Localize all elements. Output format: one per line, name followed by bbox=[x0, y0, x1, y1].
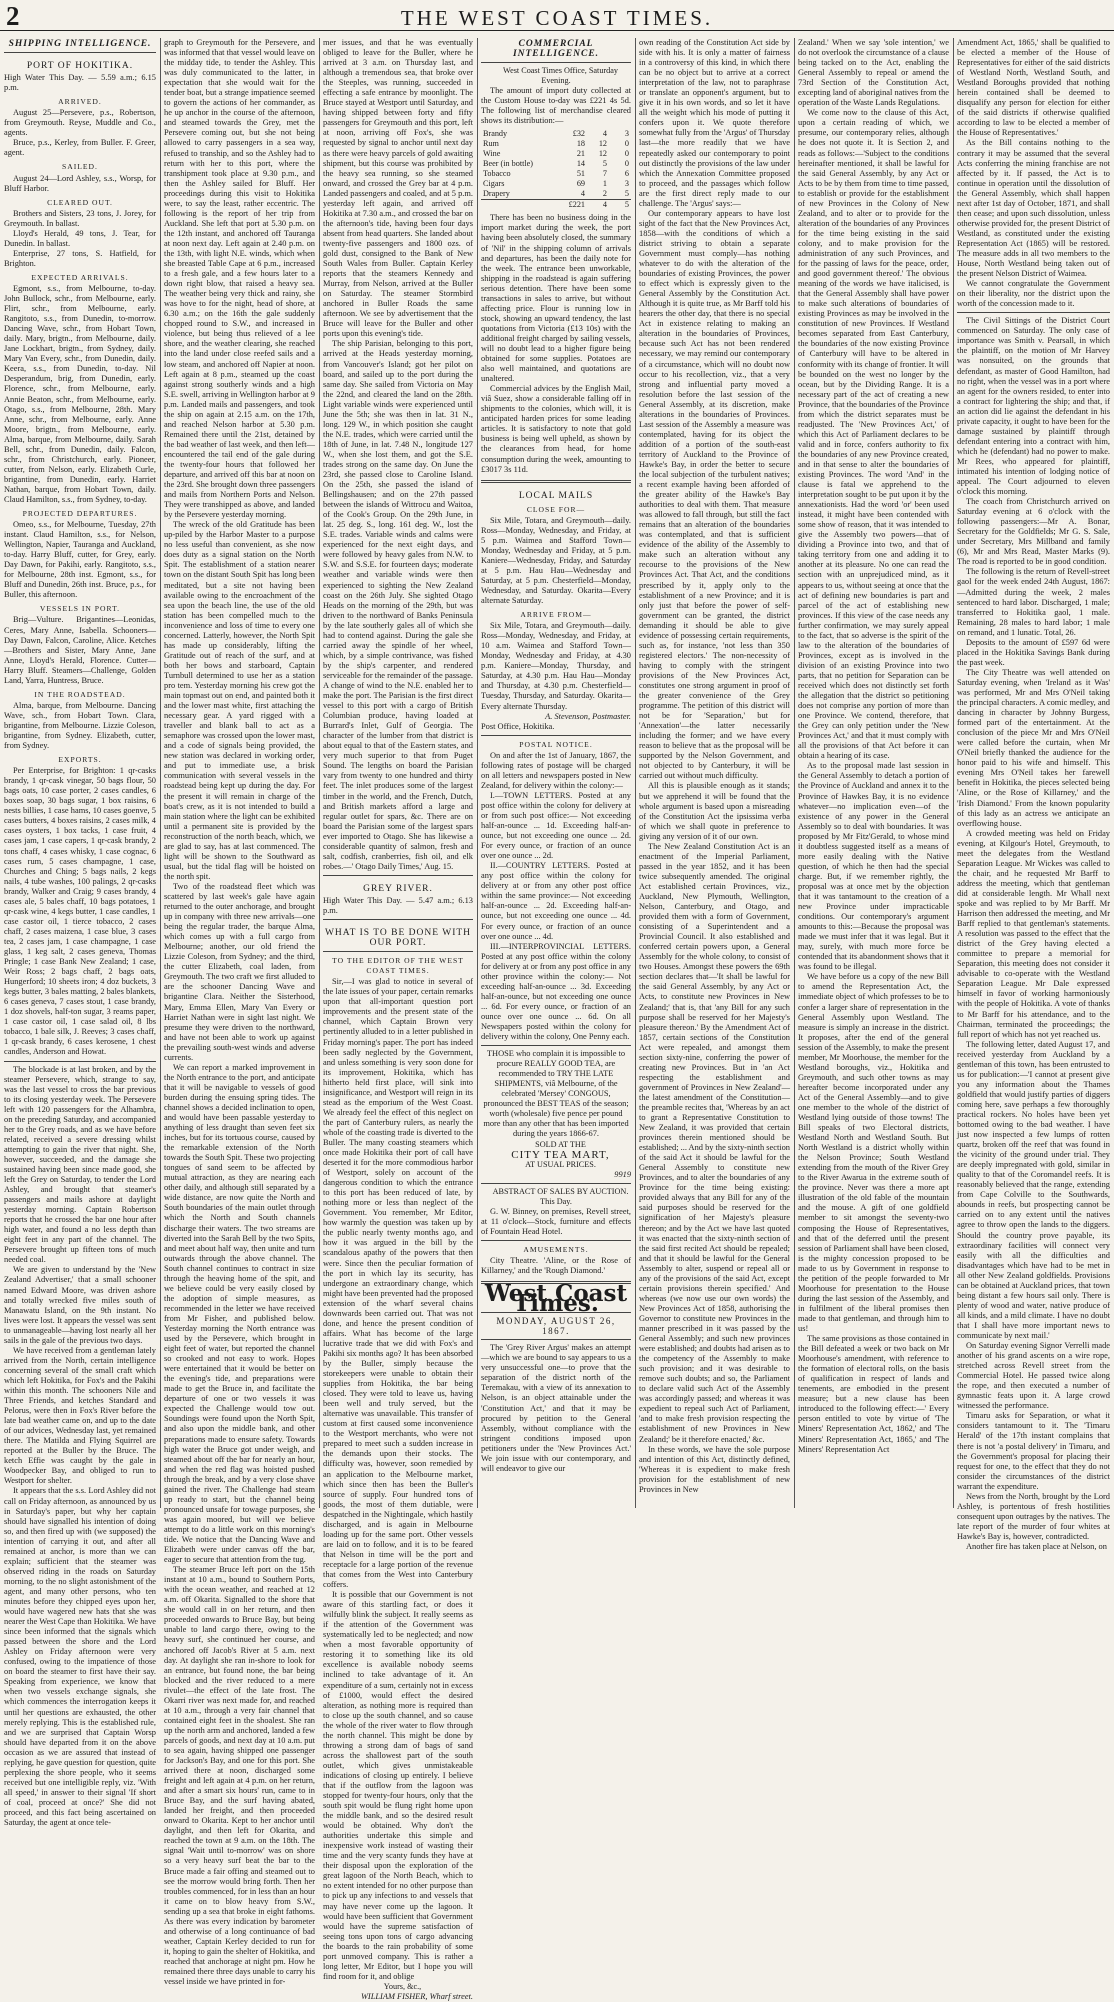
import-duty-amount: 5 bbox=[602, 159, 607, 169]
article-paragraph: Two of the roadstead fleet which was scattered by last week's gale have again returned to the outer anchorage, and brought up in company with three new arrivals—one being the regular trader, the barque Alma, which comes up with a full cargo from Melbourne; another, our old friend the Lizzie Coleson, from Sydney; and the third, the cutter Elizabeth, coal laden, from Greymouth. The two craft we first alluded to are the schooner Dancing Wave and brigantine Clara. Neither the Sisterhood, Mary, Emma Ellen, Mary Van Every or Harriet Nathan were in sight last night. We presume they were driven to the northward, and have not been able to work up against the prevailing south-west winds and adverse currents. bbox=[164, 881, 315, 1062]
article-paragraph: graph to Greymouth for the Persevere, and was informed that that vessel would leave on the midday tide, to tender the Ashley. This was duly communicated to the latter, in expectation that she would wait for the tender boat, but a strange impatience seemed to govern the actions of her commander, as he up anchor in the course of the afternoon, and steamed towards the Grey, met the Persevere coming out, but she not being allowed to carry passengers in a sea way, refused to tranship, and so the Ashley had to return with her to this port, where the transhipment took place at 9.30 p.m., and then the Ashley sailed for Bluff. Her proceedings during this visit to Hokitika were, to say the least, rather eccentric. The following is the report of her trip from Auckland. She left that port at 5.30 p.m. on the 12th instant, and anchored off Tauranga at noon next day. Left again at 2.40 p.m. on the 13th, with light N.E. winds, which when she breasted Table Cape at 6 p.m., increased to a fresh gale, and a few hours later to a down right blow, that raised a heavy sea. The weather being very thick and rainy, she was hove to for the night, head of shore, at 6.30 a.m.; on the 16th the gale suddenly chopped round to S.W., and increased in violence, but being thus relieved of a lee shore, and the weather clearing, she reached into the land under close reefed sails and a low steam, and anchored off Napier at noon. Left again at 8 p.m., steamed up the coast against strong southerly winds and a high S.E. swell, arriving in Wellington harbor at 9 p.m. Landed mails and passengers, and took the ship on again at 2.15 a.m. on the 17th, and reached Nelson harbor at 5.30 p.m. Remained there until the 21st, detained by the bad weather of last week, and then left—encountered the tail end of the gale during the twenty-four hours that followed her departure, and arrived off this bar at noon on the 23rd. She brought down three passengers and mails from Northern Ports and Nelson. They were transhipped as above, and landed by the Persevere yesterday morning. bbox=[164, 38, 315, 520]
tea-ad-prices: AT USUAL PRICES. bbox=[525, 1159, 596, 1169]
import-duty-amount: 18 bbox=[576, 139, 585, 149]
port-heading: PORT OF HOKITIKA. bbox=[26, 61, 134, 72]
expected-heading: EXPECTED ARRIVALS. bbox=[31, 272, 129, 282]
import-duty-amount: 4 bbox=[602, 129, 607, 139]
import-duty-table bbox=[481, 129, 631, 210]
masthead bbox=[0, 0, 1114, 31]
import-duty-row bbox=[481, 129, 631, 139]
arrival-entry: August 25—Persevere, p.s., Robertson, from Greymouth. Reyse, Muddle and Co., agents. bbox=[4, 108, 156, 138]
leader-paragraph: The 'Grey River Argus' makes an attempt—which we are bound to say appears to us a very unsuccessful one—to prove that the separation of the district north of the Teremakau, with a view of its annexation to Nelson, is an object attainable under the 'Constitution Act,' and that it may be procured by petition to the General Assembly, without compliance with the stringent conditions imposed upon petitioners under the 'New Provinces Act.' We join issue with our contemporary, and will endeavor to give our bbox=[481, 1343, 631, 1473]
postal-paragraph: II.—COUNTRY LETTERS. Posted at any post office within the colony for delivery at or from any other post office within the same province:— Not exceeding half-an-ounce ... 2d. Exceeding half-an-ounce, but not exceeding one ounce ... 4d. For every ounce, or fraction of an ounce over one ounce ... 4d. bbox=[481, 861, 631, 941]
import-duty-row bbox=[481, 159, 631, 169]
import-duty-amount: 12 bbox=[598, 149, 607, 159]
article-paragraph: mer issues, and that he was eventually obliged to leave for the Buller, where he arrived at 3 a.m. on Thursday last, and although a tremendous sea, that broke over the Steeples, was running, succeeded in effecting a safe entrance by moonlight. The Bruce stayed at Westport until Saturday, and having shipped between forty and fifty passengers for Greymouth and this port, left at noon, arriving off Fox's, she was requested by signal to anchor until next day as there were heavy parcels of gold awaiting shipment, but this course was prohibited by the heavy sea running, so she steamed onward, and crossed the Grey bar at 4 p.m. Landed passengers and coaled, and at 5 p.m. yesterday left again, and arrived off Hokitika at 7.30 a.m., and crossed the bar on the afternoon's tide, having been four days absent from head quarters. She landed about twenty-five passengers and 1800 ozs. of gold dust, consigned to the Bank of New South Wales from Buller. Captain Kerley reports that the steamers Kennedy and Murray, from Nelson, arrived at the Buller on Saturday. The steamer Stormbird anchored in Buller Roads the same afternoon. We see by advertisement that the Bruce will leave for the Buller and other ports upon this evening's tide. bbox=[323, 38, 473, 339]
article-paragraph: The following letter, dated August 17, and received yesterday from Auckland by a gentleman of this town, has been entrusted to us for publication:—'I cannot at present give you any information about the Thames goldfield that would justify parties of diggers coming here, save perhaps a few thoroughly practical rockers. No holes have been yet bottomed owing to the bad weather. I have just now inspected a few lumps of rotten quartz, broken off the reef that was found in the vicinity of the ground under trial. They are deeply impregnated with gold, similar in quality to that of the Coromandel reefs. It is reasonably believed that the range, extending from Cape Colville to the Southwards, abounds in reefs, but prospecting cannot be carried on to any extent until the natives agree to throw open the lands to the diggers. Should the country prove payable, its extraordinary facilities will connect very easily with all the difficulties and disadvantages which have had to be met in all other New Zealand goldfields. Provisions can be obtained at Auckland prices, that town being distant a few hours sail only. There is plenty of wood and water, native produce of all kinds, and a mild climate. I have no doubt that I shall have more important news to communicate by next mail.' bbox=[957, 1039, 1110, 1340]
leader-paragraph: Zealand.' When we say 'sole intention,' we do not overlook the circumstance of a clause being tacked on to the Act, enabling the General Assembly to repeal or amend the 73rd Section of the Constitution Act, excepting land of aboriginal natives from the operation of the Waste Lands Regulations. bbox=[798, 38, 949, 108]
article-paragraph: We have received from a gentleman lately arrived from the North, certain intelligence concerning several of the small craft which which left Hokitika, for Fox's and the Pakihi within this month. The schooners Nile and Three Friends, and ketches Standard and Pelorus, were then in Fox's River before the late bad weather came on, and up to the date of our advices, Wednesday last, yet remained there. The Matilda and Flying Squirrel are reported at the Buller by the Bruce. The ketch Effie was caught by the gale in Woodpecker Bay, and obliged to run to Westport for shelter. bbox=[4, 1345, 156, 1486]
vessels-list: Brig—Vulture. Brigantines—Leonidas, Ceres, Mary Anne, Isabella. Schooners—Day Dawn, Falcon, Caroline, Alice. Ketches—Brothers and Sister, Mary Anne, Jane Anne, Lloyd's Herald, Florence. Cutter—Harry Bluff. Steamers—Challenge, Golden Land, Yarra, Huntress, Bruce. bbox=[4, 615, 156, 685]
import-duty-item: Rum bbox=[483, 139, 499, 149]
article-paragraph: We can report a marked improvement in the North entrance to the port, and anticipate that it will be navigable to vessels of good burden during the ensuing spring tides. The channel shows a decided inclination to open, and would have been passable yesterday to anything of less draught than seven feet six inches, but for its tortuous course, caused by the remarkable extension of the North towards the South Spit. These two projecting tongues of sand seem to be affected by mutual attraction, as they are nearing each other daily, and although still separated by a wide distance, are now quite the North and South boundaries of the main outlet through which the North and South channels discharge their waters. The two streams are diverted into the Sarah Bell by the two Spits, and meet about half way, then unite and turn outwards through the above channel. The South channel continues to contract in size through the heaving home of the spit, and we believe could be very easily closed by the adoption of simple measures, as recommended in the letter we have received from Mr Fisher, and published below. Yesterday morning the North entrance was used by the Persevere, which brought in eight feet of water, but reported the channel so crooked and not easy to work. Hopes were entertained that it would be better on the evening's tide, and preparations were made to get the Bruce in, and facilitate the departure of one or two vessels it was expected the Challenge would tow out. Soundings were found upon the North Spit, and also upon the middle bank, and other preparations made to ensure safety. Towards high water the Bruce got under weigh, and steamed about off the bar for nearly an hour, and when the red flag was hoisted pushed through the break, and by a very close shave gained the river. The Challenge had steam up ready to start, but the channel being pronounced unsafe for towage purposes, she was again moored, but will we believe attempt to do a little work on this morning's tide. We notice that the Dancing Wave and Elizabeth were under canvas off the bar, eager to secure that attention from the tug. bbox=[164, 1062, 315, 1565]
cleared-heading: CLEARED OUT. bbox=[47, 197, 113, 207]
leader-paragraph: The New Zealand Constitution Act is an enactment of the Imperial Parliament, passed in the year 1852, and it has been twice subsequently amended. The original Act established certain Provinces, viz., Auckland, New Plymouth, Wellington, Nelson, Canterbury, and Otago, and provided them with a form of Government, consisting of a Superintendent and a Provincial Council. It also established and conferred certain powers upon, a General Assembly for the whole colony, to consist of two Houses. Amongst these powers the 69th section declares that—'It shall be lawful for the said General Assembly, by any Act or Acts, to constitute new Provinces in New Zealand;' that is, that 'any Bill for any such purpose shall be reserved for her Majesty's pleasure thereon.' By the Amendment Act of 1857, certain sections of the Constitution Act were repealed, and amongst them section sixty-nine, conferring the power of creating new Provinces. But in 'an Act respecting the establishment and government of Provinces in New Zealand'—the latest amendment of the Constitution—the preamble recites that, 'Whereas by an act to grant a Representative Constitution to New Zealand, it was provided that certain provinces therein mentioned should be established; ... And by the sixty-ninth section of the said Act it should be lawful for the General Assembly to constitute new Provinces, and to alter the boundaries of any Province for the time being existing: provided always that any Bill for any of the said purposes should be reserved for the signification of her Majesty's pleasure thereon; and by the Act we have last quoted it was enacted that the sixty-ninth section of the said first recited Act should be repealed; and that it should be lawful for the General Assembly to alter, suspend or repeal all or any of the provisions of the said Act, except certain provisions therein specified.' And whereas (we now use our own words) the New Provinces Act of 1858, authorising the Governor to constitute new Provinces in the manner prescribed in it was passed by the General Assembly; and such new provinces were established; and doubts had arisen as to the competency of the Assembly to make such provision; and it was desirable to remove such doubts; and so, the Parliament to declare valid such Act of the Assembly was accordingly passed; and whereas it was expedient to repeal such Act of Parliament, 'and to make fresh provision respecting the establishment of new Provinces in New Zealand;' be it therefore enacted,' &c. bbox=[639, 841, 790, 1444]
leader-paragraph: In these words, we have the sole purpose and intention of this Act, distinctly defined, 'Whereas it is expedient to make fresh provision for the establishment of new Provinces in New bbox=[639, 1444, 790, 1494]
import-duty-row bbox=[481, 139, 631, 149]
grey-river-heading: GREY RIVER. bbox=[363, 883, 433, 894]
import-duty-item: Brandy bbox=[483, 129, 508, 139]
article-paragraph: Deposits to the amount of £597 6d were placed in the Hokitika Savings Bank during the past week. bbox=[957, 637, 1110, 667]
mails-arrive-heading: ARRIVE FROM— bbox=[520, 610, 592, 620]
article-paragraph: The Civil Sittings of the District Court commenced on Saturday. The only case of importance was Smith v. Pearsall, in which the plaintiff, on the motion of Mr Harvey was nonsuited, on the grounds that defendant, as master of Good Hamilton, had no right, when the vessel was in a port where an agent for the owners resided, to enter into a contract for lightering the ship; and that, if an action did lie against the defendant in his private capacity, it ought to have been for the damage sustained by plaintiff through defendant entering into a contract with him, which he (defendant) had no power to make. Mr Rees, who appeared for plaintiff, intimated his intention of lodging notice of appeal. The Court adjourned to eleven o'clock this morning. bbox=[957, 316, 1110, 497]
column-rule bbox=[160, 38, 161, 1508]
import-duty-item: Tobacco bbox=[483, 169, 511, 179]
article-paragraph: The blockade is at last broken, and by the steamer Persevere, which, strange to say, was the last vessel to cross the bar previous to its closing yesterday week. The Persevere left with 120 passengers for the Alhambra, on the preceding Saturday, and accompanied her to the Grey roads, and as we have before related, received a severe dressing whilst attempting to gain the river that night. She, however, succeeded, and the damage she sustained having been since made good, she left the Grey on Saturday, to tender the Lord Ashley, and brought that steamer's passengers and mails ashore at daylight yesterday morning. Captain Robertson reports that he crossed the bar one hour after high water, and found a no less depth than eight feet in any part of the channel. The Persevere brought up fifteen tons of much needed coal. bbox=[4, 1064, 156, 1265]
column-rule bbox=[635, 38, 636, 1508]
tea-advertisement bbox=[481, 1049, 631, 1180]
import-duty-amount: 0 bbox=[624, 139, 629, 149]
letter-signature: WILLIAM FISHER, Wharf street. bbox=[360, 1991, 473, 2001]
article-paragraph: Amendment Act, 1865,' shall be qualified to be elected a member of the House of Representatives for either of the said districts of Westland North, Westland South, and Westland Boroughs provided that nothing herein contained shall be deemed to disqualify any person for election for either of the said districts if otherwise qualified according to law to be elected a member of the House of Representatives.' bbox=[957, 38, 1110, 138]
import-duty-item: Drapery bbox=[483, 189, 510, 199]
tide-line: High Water This Day. — 5.47 a.m.; 6.13 p.m. bbox=[323, 895, 473, 915]
newspaper-title: THE WEST COAST TIMES. bbox=[400, 6, 714, 30]
article-paragraph: We cannot congratulate the Government on their liberality, nor the district upon the worth of the concession made to it. bbox=[957, 279, 1110, 309]
column-shipping bbox=[4, 38, 156, 1828]
letter-heading: WHAT IS TO BE DONE WITH OUR PORT. bbox=[324, 928, 472, 949]
column-news-7 bbox=[957, 38, 1110, 1551]
post-office-line: Post Office, Hokitika. bbox=[481, 721, 555, 731]
article-paragraph: The City Theatre was well attended on Saturday evening, when 'Ireland as it Was' was performed, Mr and Mrs O'Neil taking the principal characters. A comic medley, and dancing in character by Johnny Burgess, formed part of the entertainment. At the conclusion of the piece Mr and Mrs O'Neil were called before the curtain, when Mr O'Neil briefly thanked the audience for the honor paid to his wife and himself. This evening Mrs O'Neil takes her farewell benefit in Hokitika, the pieces selected being 'Aline, or the Rose of Killarney,' and the 'Irish Diamond.' From the known popularity of this lady as an actress we anticipate an overflowing house. bbox=[957, 667, 1110, 828]
import-duty-item: Cigars bbox=[483, 179, 505, 189]
column-news-3 bbox=[323, 38, 473, 2001]
postal-paragraph: On and after the 1st of January, 1867, the following rates of postage will be charged on all letters and newspapers posted in New Zealand, for delivery within the colony:— bbox=[481, 750, 631, 790]
article-paragraph: We are given to understand by the 'New Zealand Advertiser,' that a small schooner named Edward Moore, was driven ashore and totally wrecked five miles south of Manawatu Island, on the 9th instant. No lives were lost. It appears the vessel was sent to unmanageable—having lost nearly all her sails in the gale of the previous two days. bbox=[4, 1265, 156, 1345]
article-paragraph: The coach from Christchurch arrived on Saturday evening at 6 o'clock with the following passengers:—Mr A. Bonar, Secretary for the Goldfields; Mr G. S. Sale, under Secretary, Mrs Millband and family (6), Mr and Mrs Read, Master Marks (9). The road is reported to be in good condition. bbox=[957, 497, 1110, 567]
column-leader-3 bbox=[798, 38, 949, 1508]
cleared-entry: Lloyd's Herald, 49 tons, J. Tear, for Dunedin. In ballast. bbox=[4, 228, 156, 248]
article-paragraph: Timaru asks for Separation, or what it considers tantamount to it. The 'Timaru Herald' of the 17th instant complains that there is not 'a postal delivery' in Timaru, and the Government's proposal for placing their request for one, to the effect that they do not consider the circumstances of the district warrant the expenditure. bbox=[957, 1411, 1110, 1491]
column-rule bbox=[953, 38, 954, 1508]
letter-closing: Yours, &c., bbox=[383, 1981, 422, 1991]
leader-paragraph: We have before us a copy of the new Bill to amend the Representation Act, the immediate object of which professes to be to confer a larger share of representation in the General Assembly upon Westland. The measure is simply an increase in the district. It proposes, after the end of the general session of the Assembly, to make the present member, Mr Moorhouse, the member for the Westland boroughs, viz., Hokitika and Greymouth, and such other towns as may hereafter become incorporated under any Act of the General Assembly—and to give one member to the whole of the district of Westland lying outside of those towns! The Bill speaks of two Electoral districts, Westland North and Westland South. But North Westland is a district wholly within the Nelson Province; South Westland extending from the mouth of the River Grey to the River Awarua in the extreme south of the province. Never was there a more apt illustration of the old fable of the mountain and the mouse. A gift of one goldfield member to sit amongst the seventy-two composing the House of Representatives, and that of the deferred until the present session of Parliament shall have been closed, is the mighty concession proposed to be made to us by Government in response to the petition of the people forwarded to Mr Moorhouse for presentation to the House during the last session of the Assembly, and in fulfilment of the liberal promises then made to that gentleman, and through him to us! bbox=[798, 972, 949, 1333]
article-paragraph: As the Bill contains nothing to the contrary it may be assumed that the several Acts conferring the mining franchise are not affected by it. If passed, the Act is to continue in operation until the dissolution of the General Assembly, which shall happen next after 1st day of October, 1871, and shall then cease; and upon such dissolution, unless otherwise provided for, the present District of Westland, as constituted under the existing Representation Act (1865) will be restored. The measure adds in all two members to the House, North Westland being taken out of the present Nelson District of Waimea. bbox=[957, 138, 1110, 279]
expected-list: Egmont, s.s., from Melbourne, to-day. John Bullock, schr., from Melbourne, early. Flirt, schr., from Melbourne, early. Rangitoto, s.s., from Dunedin, to-morrow. Dancing Wave, schr., from Hobart Town, daily. Mary, brigtn., from Melbourne, daily. Jane Lockhart, brigtn., from Sydney, daily. Mary Van Every, schr., from Dunedin, daily. Keera, s.s., from Dunedin, to-day. Nil Desperandum, brig, from Dunedin, early. Florence, schr., from Melbourne, early. Annie Beaton, schr., from Melbourne, early. Otago, s.s., from Melbourne, 28th. Mary Anne, schr., from Melbourne, early. Anne Moore, brigtn., from Melbourne, early. Alma, barque, from Melbourne, daily. Sarah Bell, schr., from Dunedin, daily. Falcon, schr., from Christchurch, early. Pioneer, cutter, from Nelson, early. Elizabeth Curle, brigantine, from Dunedin, early. Harriet Nathan, barque, from Hobart Town, daily. Claud Hamilton, s.s., from Sydney, to-day. bbox=[4, 283, 156, 504]
import-duty-item: Beer (in bottle) bbox=[483, 159, 534, 169]
import-duty-row bbox=[481, 189, 631, 200]
projected-list: Omeo, s.s., for Melbourne, Tuesday, 27th instant. Claud Hamilton, s.s., for Nelson, Wellington, Napier, Tauranga and Auckland, to-day. Harry Bluff, cutter, for Grey, early. Day Dawn, for Pakihi, early. Rangitoto, s.s., for Melbourne, 28th inst. Egmont, s.s., for Bluff and Dunedin, 26th inst. Bruce, p.s., for Buller, this afternoon. bbox=[4, 520, 156, 600]
import-duty-amount: 1 bbox=[602, 179, 607, 189]
import-duty-amount: 5 bbox=[624, 189, 629, 199]
office-line: West Coast Times Office, Saturday Evening. bbox=[503, 66, 618, 86]
cleared-entry: Enterprise, 27 tons, S. Hatfield, for Brighton. bbox=[4, 248, 156, 268]
leader-paragraph: own reading of the Constitution Act side by side with his. It is only a matter of fairness in a controversy of this kind, in which there can be no object but to arrive at a correct interpretation of the law, not to paraphrase or translate an opponent's argument, but to give it in his own words, and so let it have all the weight which his mode of putting it confers upon it. We quote therefore somewhat fully from the 'Argus' of Thursday last—the more readily that we have repeatedly asked our contemporary to point out distinctly the provisions of the law under which the Annexation Committee proposed to proceed, and the passages which follow are the first direct reply made to our challenge. The 'Argus' says:— bbox=[639, 38, 790, 208]
article-paragraph: The ship Parisian, belonging to this port, arrived at the Heads yesterday morning, from Vancouver's Island; got her pilot on board, and sailed up to the port during the same day. She sailed from Victoria on May the 22nd, and cleared the land on the 28th. Light variable winds were experienced until June the 5th; she was then in lat. 31 N., long. 129 W., in which position she caught the N.E. trades, which were carried until the 18th of June, in lat. 7.48 N., longitude 127 W., when she lost them, and got the S.E. trades strong on the same day. On June the 23rd, she passed close to Caroline Island. On the 25th, she passed the island of Bellingshausen; and on the 27th passed between the islands of Wittrocu and Waitoa, of the Cook's Group. On the 29th June, in lat. 25 deg. S., long. 161 deg. W., lost the S.E. trades. Variable winds and calms were experienced for the next eight days, and were followed by heavy gales from N.W. to S.W. and S.S.E. for fourteen days; moderate weather and variable winds were then experienced to sighting the New Zealand coast on the 26th July. She sighted Otago Heads on the morning of the 29th, but was driven to the northward of Banks Peninsula by the late southerly gales all of which she had to contend against. During the gale she carried away the spindle of her wheel, which, by a simple contrivance, was fished by the ship's carpenter, and rendered serviceable for the remainder of the passage. A change of wind to the N.E. enabled her to make the port. The Parisian is the first direct vessel to this port with a cargo of British Columbian produce, having loaded at Burrard's Inlet, Gulf of Georgia. The character of the lumber from that district is about equal to that of the Eastern states, and very much superior to that from Puget Sound. The lengths on board the Parisian vary from twenty to one hundred and thirty feet. The inlet produces some of the largest timber in the world, and the French, Dutch, and British markets afford a large and regular outlet for spars, &c. There are on board the Parisian some of the largest spars ever imported to Otago. She has likewise a considerable quantity of salmon, fresh and salt, codfish, cranberries, fish oil, and elk robes.—' Otago Daily Times,' Aug. 15. bbox=[323, 339, 473, 871]
postal-paragraph: I.—TOWN LETTERS. Posted at any post office within the colony for delivery at or from such post office:— Not exceeding half-an-ounce ... 1d. Exceeding half-an-ounce, but not exceeding one ounce ... 2d. For every ounce, or fraction of an ounce over one ounce ... 2d. bbox=[481, 790, 631, 861]
import-duty-row bbox=[481, 149, 631, 159]
to-editor-line: TO THE EDITOR OF THE WEST COAST TIMES. bbox=[332, 956, 464, 976]
article-paragraph: Another fire has taken place at Nelson, on bbox=[966, 1541, 1107, 1551]
postal-notice-heading: POSTAL NOTICE. bbox=[519, 739, 593, 749]
exports-list: Per Enterprise, for Brighton: 1 qr-casks brandy, 1 qr-cask vinegar, 50 bags flour, 50 bags oats, 10 case porter, 2 cases candles, 6 boxes soap, 30 bags sugar, 1 box raisins, 6 nests billies, 1 case hams, 10 cases goenve, 5 cases butters, 4 boxes raisins, 2 cases milk, 4 cases oysters, 1 box tacks, 1 case fruit, 4 cases jam, 1 case capers, 1 qr-cask brandy, 2 tons chaff, 4 cases whisky, 1 case cognac, 6 cases rum, 5 cases champagne, 1 case, Churches and Ching; 5 bags nails, 2 kegs nails, 4 tube washes, 100 palings, 2 qr-casks brandy, Walker and Craig; 9 cases brandy, 4 cases ale, 5 bales chaff, 10 bags potatoes, 1 qr-cask wine, 4 kegs butter, 1 case candles, 1 case castor oil, 1 tierce tobacco, 2 cases chaff, 2 cases maizena, 1 case blue, 3 cases tea, 2 cases jam, 1 case champagne, 1 case glass, 1 keg salt, 2 cases geneva, Thomas Pringle; 1 case Bank New Zealand; 1 case, Weir Ross; 2 bags chaff, 2 bags oats, Hungerford; 10 sheets iron; 4 doz buckets, 3 kegs butter, 3 bales matting, 2 bales blankets, 6 cases geneva, 7 cases stout, 1 case brandy, 1 doz shovels, half-ton sugar, 3 reams paper, 1 case castor oil, 1 case salad oil, 8 lbs tobacco, 1 bale silk, J. Reeves; 3 cases chaff, 1 qr-cask brandy, 6 cases kerosene, 1 chest candles, Anderson and Howat. bbox=[4, 766, 156, 1057]
commercial-paragraph: Commercial advices by the English Mail, viâ Suez, show a considerable falling off in shipments to the colonies, which will, it is anticipated harden prices for some leading articles. It is satisfactory to note that gold business is being well upheld, as shown by the clearances from head, for home consumption during the week, amounting to £3017 3s 11d. bbox=[481, 384, 631, 474]
column-leader-2 bbox=[639, 38, 790, 1508]
roadstead-list: Alma, barque, from Melbourne. Dancing Wave, sch., from Hobart Town. Clara, brigantine, from Melbourne. Lizzie Coleson, brigantine, from Sydney. Elizabeth, cutter, from Sydney. bbox=[4, 700, 156, 751]
column-rule bbox=[794, 38, 795, 1508]
tea-ad-sold: SOLD AT THE bbox=[535, 1139, 586, 1149]
import-duty-total-row: £221 4 5 bbox=[481, 200, 631, 211]
mails-arrive-list: Six Mile, Totara, and Greymouth—daily. Ross—Monday, Wednesday, and Friday, at 10 a.m. Waimea and Stafford Town—Monday, Wednesday and Friday, at 4.30 p.m. Kaniere—Monday, Thursday, and Saturday, at 4.30 p.m. Hau Hau—Monday and Thursday, at 4.30 p.m. Chesterfield—Tuesday, Thursday, and Saturday. Okarita—Every alternate Thursday. bbox=[481, 621, 631, 711]
postal-paragraph: III.—INTERPROVINCIAL LETTERS. Posted at any post office within the colony for delivery at or from any post office in any other province within the colony:— Not exceeding half-an-ounce ... 3d. Exceeding half-an-ounce, but not exceeding one ounce ... 6d. For every ounce, or fraction of an ounce over one ounce ... 6d. On all Newspapers posted within the colony for delivery within the colony, One Penny each. bbox=[481, 941, 631, 1042]
import-duty-amount: 3 bbox=[624, 129, 629, 139]
leader-paragraph: All this is plausible enough as it stands; but we apprehend it will be found that the whole argument is based upon a misreading of the Constitution Act the ipsissima verba of which we shall quote in preference to giving any version of it of our own. bbox=[639, 781, 790, 841]
article-paragraph: The following is the return of Revell-street gaol for the week ended 24th August, 1867:—Admitted during the week, 2 males sentenced to hard labor. Discharged, 1 male; transferred to Hokitika gaol, 1 male. Remaining, 28 males to hard labor; 1 male on remand, and 1 lunatic. Total, 26. bbox=[957, 567, 1110, 637]
leader-paragraph: Our contemporary appears to have lost sight of the fact that the New Provinces Act, 1858—with the conditions of which a district striving to obtain a separate Government must comply—has nothing whatever to do with the alteration of the boundaries of existing Provinces, the power to effect which is expressly given to the General Assembly by the Constitution Act. Although it is quite true, as Mr Barff told his hearers the other day, that there is no special Act in existence relating to making an alteration in the boundaries of Provinces, because such Act has not been rendered necessary, we may remind our contemporary of a circumstance, which will no doubt now occur to his recollection, viz., that a very strong and influential party moved a resolution before the last session of the General Assembly, at its discretion, make alterations in the boundaries of Provinces. Last session of the Assembly a measure was contemplated, having for its object the addition of a portion of the south-east territory of Auckland to the Province of Hawke's Bay, in order the better to secure the local subjection of the turbulent natives; a recent example having been afforded of the greater ability of the Hawke's Bay authorities to deal with them. That measure was allowed to fall through, but still the fact remains that an alteration of the boundaries was contemplated, and that is sufficient evidence of the ability of the Assembly to make such an alteration without any recourse to the provisions of the New Provinces Act. That Act, and the conditions prescribed by it, apply only to the establishment of a new Province; and it is only just that before the power of self-government can be granted, the district demanding it should be able to give evidence of possessing certain requirements, such as, for instance, 'not less than 350 registered electors.' The non-necessity of having to comply with the stringent provisions of the New Provinces Act, constitutes one strong argument in proof of the greater convenience of the Grey programme. The petition of this district will not be for 'Separation,' but for 'Annexation'—the latter necessarily including the former; and we have every reason to believe that as the proposal will be supported by the Nelson Government, and not objected to by Canterbury, it will be carried out without much difficulty. bbox=[639, 208, 790, 781]
import-duty-amount: 12 bbox=[598, 139, 607, 149]
postmaster-signature: A. Stevenson, Postmaster. bbox=[545, 711, 631, 721]
amusements-entry: City Theatre. 'Aline, or the Rose of Killarney,' and the 'Rough Diamond.' bbox=[481, 1255, 631, 1276]
arrival-entry: Bruce, p.s., Kerley, from Buller. F. Greer, agent. bbox=[4, 138, 156, 158]
section-heading-shipping: SHIPPING INTELLIGENCE. bbox=[8, 39, 152, 49]
letter-paragraph: It is possible that our Government is not aware of this startling fact, or does it wilfully blink the subject. It really seems as if the attention of the Government was systematically led to be neglected; and now when a most favorable opportunity of restoring it to something like its old excellence is available nobody seems inclined to take advantage of it. An expenditure of a sum, certainly not in excess of £1000, would effect the desired alteration, as nothing more is required than to close up the south channel, and so cause the whole of the river water to flow through the north channel. This might be done by throwing a strong dam of bags of sand across the shallowest part of the south outlet, which gives unmistakeable indications of closing up entirely. I believe that if the outflow from the lagoon was stopped for twenty-four hours, only that the south spit would be flung right home upon the middle bank, and so the desired result would be obtained. Why don't the authorities undertake this simple and inexpensive work instead of wasting their time and the very scanty funds they have at their disposal upon the exploration of the great lagoon of the North Beach, which to no extent intended for no other purpose than to pick up any infections to and vessels that may have never come up the lagoon. It would have been sufficient that Government would have the supreme satisfaction of seeing tons upon tons of cargo advancing the boards to the rain probability of some port unmoved company. This is rather a long letter, Mr Editor, but I hope you will find room for it, and oblige bbox=[323, 1590, 473, 1981]
import-duty-amount: £32 bbox=[572, 129, 585, 139]
tea-ad-number: 9919 bbox=[614, 1169, 631, 1179]
leader-paragraph: As to the proposal made last session in the General Assembly to detach a portion of the Province of Auckland and annex it to the Province of Hawkes Bay, it is no evidence whatever—no implication even—of the existence of any power in the General Assembly so to deal with boundaries. It was proposed by Mr Fitz'Gerald, to whose mind it doubtless suggested itself as a means of more easily dealing with the Native question, of which he then had the special charge. But, if we remember rightly, the proposal was at once met by the objection that it was tantamount to the creation of a new Province under impracticable conditions. Our contemporary's argument amounts to this:—Because the proposal was made we must infer that it was legal. But it may, surely, with much more force be contended that its abandonment shows that it was found to be illegal. bbox=[798, 761, 949, 972]
projected-heading: PROJECTED DEPARTURES. bbox=[22, 509, 138, 519]
import-duty-amount: 4 bbox=[580, 189, 585, 199]
column-news-2 bbox=[164, 38, 315, 1987]
import-duty-amount: 2 bbox=[602, 189, 607, 199]
import-duty-amount: 6 bbox=[624, 169, 629, 179]
vessels-heading: VESSELS IN PORT. bbox=[39, 604, 121, 614]
import-duty-row bbox=[481, 179, 631, 189]
import-duty-amount: 51 bbox=[576, 169, 585, 179]
amusements-heading: AMUSEMENTS. bbox=[523, 1244, 589, 1254]
mails-close-heading: CLOSE FOR— bbox=[526, 504, 586, 514]
cleared-entry: Brothers and Sisters, 23 tons, J. Jorey, for Greymouth. In ballast. bbox=[4, 208, 156, 228]
import-duty-amount: 14 bbox=[576, 159, 585, 169]
leader-paragraph: The same provisions as those contained in the Bill defeated a week or two back on Mr Moorhouse's amendment, with reference to the formation of electoral rolls, on the basis of qualification in respect of lands and tenements, are embodied in the present measure; but a new clause has been introduced to the following effect:—' Every person entitled to vote by virtue of 'The Miners' Representation Act, 1862,' and 'The Miners' Representation Act, 1865,' and 'The Miners' Representation Act bbox=[798, 1334, 949, 1454]
arrived-heading: ARRIVED. bbox=[58, 97, 102, 107]
commercial-paragraph: The amount of import duty collected at the Custom House to-day was £221 4s 5d. The following list of merchandise cleared shows its distribution:— bbox=[481, 86, 631, 126]
leader-paragraph: We come now to the clause of this Act, upon a certain reading of which, we presume, our contemporary relies, although he does not quote it. It is Section 2, and reads as follows:—'Subject to the conditions hereinafter mentioned, it shall be lawful for the said General Assembly, by any Act or Acts to be by them from time to time passed, to establish or provide for the establishment of new Provinces in the Colony of New Zealand, and to alter or to provide for the alteration of the boundaries of any Provinces for the time being existing in the said colony, and to make provision for the administration of any such Provinces, and for the passing of laws for the peace, order, and good government thereof.' The obvious meaning of the words we have italicised, is that the General Assembly shall have power to make such alterations of boundaries of existing Provinces as may be involved in the constitution of new Provinces. If Westland becomes separated from East Canterbury, the boundaries of the now existing Province of Canterbury will have to be altered in conformity with its change of frontier. It will be bounded on the west no longer by the ocean, but by the Dividing Range. It is a necessary part of the act of creating a new Province, that the boundaries of the Province from which the district separates must be readjusted. The 'New Provinces Act,' of which this Act of Parliament declares to be valid and in force, confers authority to fix the boundaries of any new Province created, and in that sense to alter the boundaries of existing Provinces. The word 'And' in the clause is fatal we apprehend to the interpretation sought to be put upon it by the annexationists. Had the word 'or' been used instead, it might have been contended with some show of reason, that it was intended to give the Assembly two powers—that of dividing a Province into two, and that of taking territory from one and adding it to another at its pleasure. No one can read the section with an unprejudiced mind, as it appears to us, without seeing at once that the act of defining new boundaries is part and parcel of the act of establishing new provinces. If this view of the case needs any further confirmation, we may surely appeal to the fact, that so adverse is the spirit of the law to the alteration of the boundaries of Provinces, except as is involved in the division of an existing Province into two parts, that no petition for Separation can be received which does not distinctly set forth the allegation that the district so petitioning does not comprise any portion of more than one Province. We contend, therefore, that the Grey can only petition under the 'New Provinces Act,' and that it must comply with all the provisions of that Act before it can obtain a hearing of its case. bbox=[798, 108, 949, 761]
mails-close-list: Six Mile, Totara, and Greymouth—daily. Ross—Monday, Wednesday, and Friday, at 5 p.m. Waimea and Stafford Town—Monday, Wednesday and Friday, at 5 p.m. Kaniere—Wednesday, Friday, and Saturday at 5 p.m. Hau Hau—Wednesday and Saturday, at 5 p.m. Chesterfield—Monday, Wednesday, and Saturday. Okarita—Every alternate Saturday. bbox=[481, 515, 631, 606]
import-duty-amount: 0 bbox=[624, 149, 629, 159]
column-rule bbox=[319, 38, 320, 1508]
sailed-heading: SAILED. bbox=[62, 162, 98, 172]
import-duty-amount: 69 bbox=[576, 179, 585, 189]
section-heading-commercial: COMMERCIAL INTELLIGENCE. bbox=[512, 39, 600, 60]
column-rule bbox=[477, 38, 478, 1508]
column-commercial bbox=[481, 38, 631, 1508]
article-paragraph: The steamer Bruce left port on the 15th instant at 10 a.m., bound to Southern Ports, with the ocean weather, and reached at 12 a.m. off Okarita. Signalled to the shore that she would call in on her return, and then proceeded onwards to Bruce Bay, but being unable to land cargo there, owing to the heavy surf, she continued her course, and anchored off Jacob's River at 5 a.m. next day. At daylight she ran in-shore to look for an entrance, but found none, the bar being blocked and the river reduced to a mere rivulet—the effect of the late frost. The Okarri river was next made for, and reached at 10 a.m., through a very fair channel that contained eight feet in the shoalest. She ran up the north arm and anchored, landed a few parcels of goods, and next day at 10 a.m. put to sea again, having shipped one passenger for Jackson's Bay, and one for this port. She arrived there at noon, discharged some freight and left again at 4 p.m. on her return, and after a smart six hours' run, came to in Bruce Bay, and the surf having abated, landed her freight, and then proceeded onward to Okarita. Kept to her anchor until daylight, and then left for Okarita, and reached the town at 9 a.m. on the 18th. The signal 'Wait until to-morrow' was on shore so a very heavy surf beat the bar to the Bruce made a fair offing and steamed out to see the morrow would bring forth. Then her troubles commenced, for in less than an hour it came on to blow heavy from S.W., sending up a sea that broke in eight fathoms. As there was every indication by barometer and otherwise of a long continuance of bad weather, Captain Kerley decided to run for it, hoping to gain the shelter of Hokitika, and reached that anchorage at night pm. How he remained there three days unable to carry his vessel inside we have printed in for- bbox=[164, 1565, 315, 1987]
letter-paragraph: Sir,—I was glad to notice in several of the late issues of your paper, certain remarks upon that all-important question port improvements and the present state of the channel, which Captain Brown very pertinently alluded to in a letter published in Friday morning's paper. The port has indeed been sadly neglected by the Government, and unless something is very soon done for its improvement, Hokitika, which has hitherto held first place, will sink into insignificance, and Westport will reign in its stead as the emporium of the West Coast. We already feel the effect of this neglect on the part of Canterbury rulers, as nearly the whole of the coasting trade is diverted to the Buller. The many coasting steamers which once made Hokitika their port of call have deserted it for the more commodious harbor of Westport, solely on account of the dangerous condition to which the entrance to this port has been reduced of late, by nothing more or less than neglect of the Government. You remember, Mr Editor, how warmly the question was taken up by the public nearly twenty months ago, and how it was argued in the bill by the scandalous apathy of the powers that then were. Since then the peculiar formation of the port in which lay its security, has undergone an extraordinary change, which might have been prevented had the proposed extension of the wharf several chains downwards been carried out. That was not done, and hence the present condition of affairs. What has become of the large lucrative trade that we did with Fox's and Pakihi six months ago? It has been absorbed by the Buller, simply because the storekeepers were unable to obtain their supplies from Hokitika, the bar being closed. They were told to leave us, having been well and truly served, but the alternative was unavailable. This transfer of custom at first caused some inconvenience to the Westport merchants, who were not prepared to meet such a sudden increase in the demands upon their stocks. The difficulty was, however, soon remedied by an application to the Melbourne market, which since then has been the Buller's source of supply. Four hundred tons of goods, the most of them dutiable, were despatched in the Nightingale, which hastily discharged, and is again in Melbourne loading up for the same port. Other vessels are laid on to follow, and it is to be feared that Nelson in time will be the port and receptacle for a large portion of the revenue that comes from the West into Canterbury coffers. bbox=[323, 977, 473, 1590]
tea-ad-mart: CITY TEA MART, bbox=[511, 1148, 610, 1161]
import-duty-row bbox=[481, 169, 631, 179]
auction-heading: ABSTRACT OF SALES BY AUCTION. This Day. bbox=[492, 1186, 629, 1206]
commercial-paragraph: There has been no business doing in the import market during the week, the port having been absolutely closed, the summary of 'Nil' in the shipping column of arrivals and departures, has been the daily note for the week. The entrance been unworkable, shipping in the roadstead is again suffering serious detention. There have been some transactions in sales to arrive, but without affecting price. Flour is running low in stock, showing an upward tendency, the last quotations from Victoria (£13 10s) with the additional freight charged by sailing vessels, will no doubt lead to a higher figure being obtained for some supplies. Potatoes are also well maintained, and quotations are unaltered. bbox=[481, 213, 631, 384]
page-number: 2 bbox=[6, 1, 20, 31]
import-duty-amount: 0 bbox=[624, 159, 629, 169]
tea-ad-text: THOSE who complain it is impossible to procure REALLY GOOD TEA, are recommended to TRY THE LATE SHIPMENTS, viâ Melbourne, of the celebrated 'Mersey' CONGOUS, pronounced the BEST TEAS of the season; worth (wholesale) five pence per pound more than any other that has been imported during the years 1866-67. bbox=[483, 1049, 629, 1139]
sailed-entry: August 24—Lord Ashley, s.s., Worsp, for Bluff Harbor. bbox=[4, 173, 156, 193]
roadstead-heading: IN THE ROADSTEAD. bbox=[34, 689, 126, 699]
editorial-date: MONDAY, AUGUST 26, 1867. bbox=[496, 1316, 616, 1337]
import-duty-item: Wine bbox=[483, 149, 501, 159]
import-duty-amount: 21 bbox=[576, 149, 585, 159]
editorial-nameplate: West Coast Times. bbox=[484, 1280, 628, 1318]
exports-heading: EXPORTS. bbox=[58, 755, 102, 765]
article-paragraph: A crowded meeting was held on Friday evening, at Kilgour's Hotel, Greymouth, to meet the delegates from the Westland Separation League. Mr Wickes was called to the chair, and he requested Mr Barff to address the meeting, which that gentleman did at considerable length. Mr Whall next spoke and was replied to by Mr Barff. Mr Harrison then addressed the meeting, and Mr Barff replied to that gentleman's statements. A resolution was passed to the effect that the district of the Grey having elected a committee to prepare a memorial for Separation, this meeting does not consider it advisable to co-operate with the Westland Separation League. Mr Dale expressed himself in favor of working harmoniously with the people of Hokitika. A vote of thanks to Mr Barff for his attendance, and to the Chairman, terminated the proceedings; the full report of which has not yet reached us. bbox=[957, 828, 1110, 1039]
import-duty-amount: 7 bbox=[602, 169, 607, 179]
article-paragraph: The wreck of the old Gratitude has been up-piled by the Harbor Master to a purpose no less useful than convenient, as she now does duty as a signal station on the North Spit. The establishment of a station nearer town on the distant South Spit has long been meditated, but a site not having been available owing to the encroachment of the sea upon the beach line, the use of the old station has been compelled much to the inconvenience and loss of time to every one concerned. Latterly, however, the North Spit has made up considerably, lifting the Gratitude out of reach of the surf, and at both her bows and starboard, Captain Turnbull determined to use her as a station pro tem. Yesterday morning his crew got the main topmast out on end, and painted both it and the lower mast white, first attaching the necessary gear. A yard rigged with a traveller and blank ball to act as a semaphore was crossed upon the lower mast, and a code of signals being provided, the new station was declared in working order, and put to immediate use, a brisk communication with several vessels in the roadstead being kept up during the day. For the present it will remain in charge of the boat's crew, as it is not intended to build a main station where the light can be exhibited until a permanent site is provided by the reconstruction of the north beach, which, we are glad to say, has at last commenced. The light will be shown to the Southward as usual, but the tidal flag will be hoisted on the north spit. bbox=[164, 520, 315, 881]
import-duty-amount: 3 bbox=[624, 179, 629, 189]
article-paragraph: On Saturday evening Signor Verrelli made another of his grand ascents on a wire rope, stretched across Revell street from the Commercial Hotel. He passed twice along the rope, and then executed a number of gymnastic feats upon it. A large crowd witnessed the performance. bbox=[957, 1341, 1110, 1411]
article-paragraph: It appears that the s.s. Lord Ashley did not call on Friday afternoon, as announced by us in Saturday's paper, but why her captain should have signalled his intention of doing so, and then fired up with (we supposed) the intention of carrying it out, and after all remained at anchor, is more than we can explain; sufficient that the steamer was observed riding in the roads on Saturday morning, to the no slight astonishment of the agent, and many other persons, who ten minutes before they chipped eyes upon her, would have wagered new hats that she was nearer the West Cape than Hokitika. We have since been informed that the signals which passed between the shore and the Lord Ashley on Friday afternoon were very confused, owing to the impatience of those on board the steamer to first have their say. Speaking from experience, we know that when two vessels exchange signals, she which commences the interrogation keeps it until her questions are exhausted, the other merely replying. This is the established rule, and we are surprised that Captain Worsp should have departed from it on the above occasion as we are assured that instead of replying, he gave question for question, quite perplexing the shore people, who it seems received but one intelligible reply, viz. 'With all speed,' in answer to their signal 'If short of coal, proceed at once?' She did not proceed, and this fact being ascertained on Saturday, the agent at once tele- bbox=[4, 1486, 156, 1828]
auction-entry: G. W. Binney, on premises, Revell street, at 11 o'clock—Stock, furniture and effects of Fountain Head Hotel. bbox=[481, 1206, 631, 1236]
local-mails-heading: LOCAL MAILS bbox=[518, 490, 594, 501]
article-paragraph: News from the North, brought by the Lord Ashley, is portentous of fresh hostilities consequent upon outrages by the natives. The late report of the murder of four whites at Hawke's Bay is, however, contradicted. bbox=[957, 1491, 1110, 1541]
tide-line: High Water This Day. — 5.59 a.m.; 6.15 p.m. bbox=[4, 73, 156, 93]
